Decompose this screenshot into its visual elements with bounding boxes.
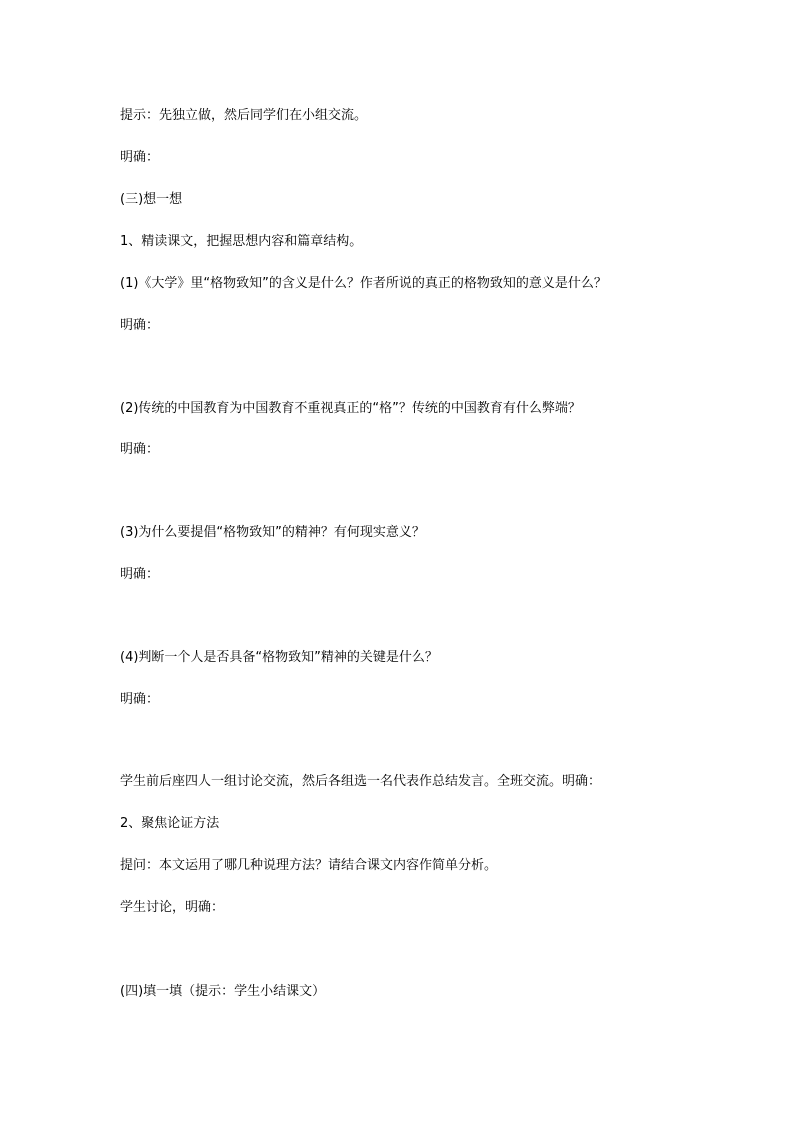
section-heading-fill: (四)填一填（提示：学生小结课文）: [120, 984, 326, 999]
question-3: (3)为什么要提倡“格物致知”的精神？有何现实意义？: [120, 525, 425, 540]
question-methods: 提问：本文运用了哪几种说理方法？请结合课文内容作简单分析。: [120, 858, 498, 873]
group-discussion-line: 学生前后座四人一组讨论交流，然后各组选一名代表作总结发言。全班交流。明确：: [120, 774, 602, 789]
clarify-label: 明确：: [120, 692, 160, 707]
clarify-label: 明确：: [120, 150, 160, 165]
question-4: (4)判断一个人是否具备“格物致知”精神的关键是什么？: [120, 650, 438, 665]
question-1: (1)《大学》里“格物致知”的含义是什么？作者所说的真正的格物致知的意义是什么？: [120, 276, 607, 291]
question-2: (2)传统的中国教育为中国教育不重视真正的“格”？传统的中国教育有什么弊端？: [120, 401, 581, 416]
clarify-label: 明确：: [120, 442, 160, 457]
clarify-label: 明确：: [120, 567, 160, 582]
section-heading-think: (三)想一想: [120, 192, 183, 207]
hint-line: 提示：先独立做，然后同学们在小组交流。: [120, 108, 368, 123]
clarify-label: 明确：: [120, 318, 160, 333]
task-heading-1: 1、精读课文，把握思想内容和篇章结构。: [120, 234, 363, 249]
task-heading-2: 2、聚焦论证方法: [120, 816, 220, 831]
student-discussion-line: 学生讨论，明确：: [120, 900, 225, 915]
